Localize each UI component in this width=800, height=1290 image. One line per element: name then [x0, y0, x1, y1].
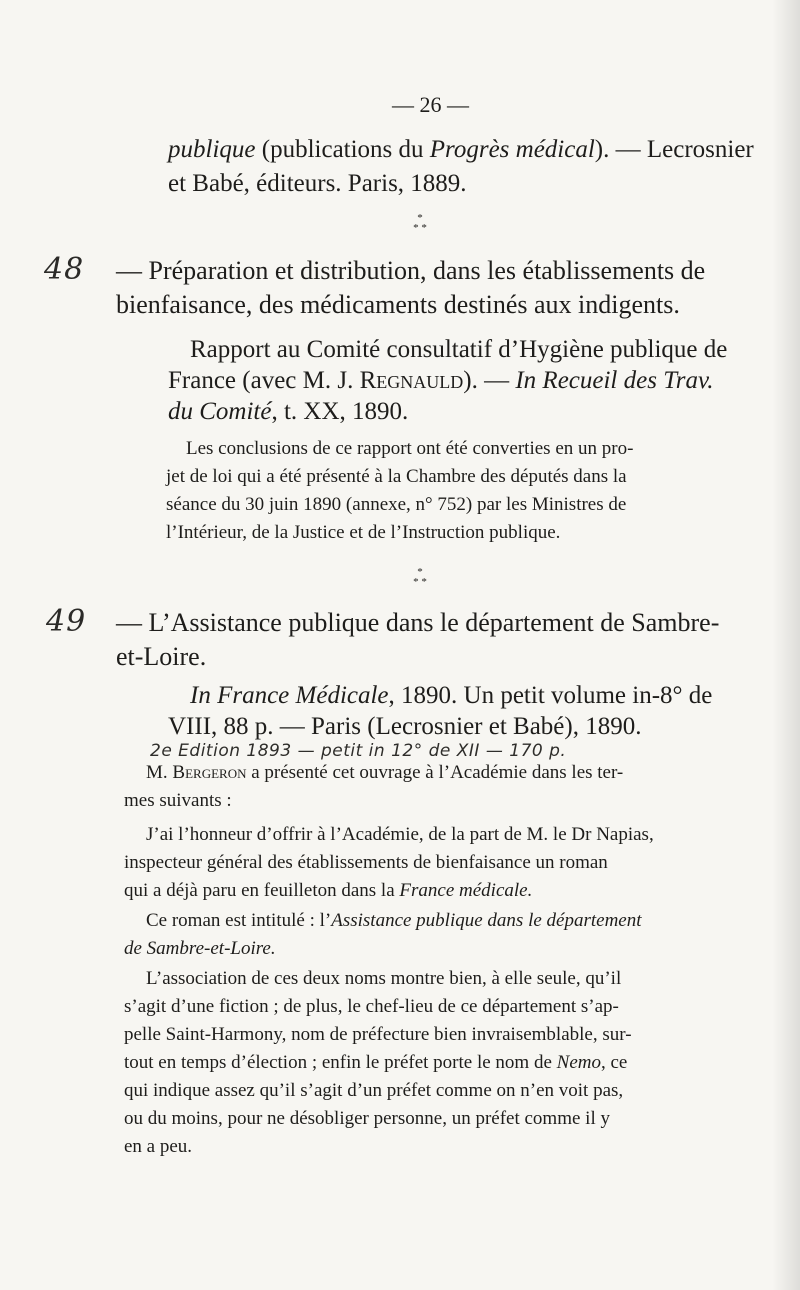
- quote-3-line-1: L’association de ces deux noms montre bien, à elle seule, qu’il: [146, 968, 622, 989]
- entry-48-title-line-2: bienfaisance, des médicaments destinés aux indigents.: [116, 290, 680, 319]
- entry-49-presentation-line-2: mes suivants :: [124, 790, 232, 811]
- ref-text: , 1890. Un petit volume in-8° de: [388, 682, 713, 709]
- separator-asterism-1: [405, 213, 435, 233]
- quote-text: , ce: [600, 1052, 628, 1073]
- author-bergeron: Bergeron: [172, 762, 247, 783]
- separator-asterism-2: [405, 567, 435, 587]
- quote-3-line-6: ou du moins, pour ne désobliger personne, un préfet comme il y: [124, 1108, 610, 1129]
- quote-text: Ce roman est intitulé : l’: [146, 910, 332, 931]
- quote-italic-nemo: Nemo: [556, 1052, 601, 1073]
- ref-italic: In Recueil des Trav.: [515, 367, 714, 394]
- handwritten-number-48: 48: [44, 252, 85, 287]
- intro-line-1: [168, 136, 754, 164]
- handwritten-number-49: 49: [46, 604, 87, 639]
- intro-line-2: et Babé, éditeurs. Paris, 1889.: [168, 170, 467, 197]
- entry-49-title-line-2: et-Loire.: [116, 642, 207, 671]
- intro-text: (publications du: [255, 136, 430, 163]
- pres-text: a présenté cet ouvrage à l’Académie dans les ter-: [246, 762, 624, 783]
- asterism-bottom: * *: [413, 222, 427, 234]
- entry-48-ref-line-2: [168, 367, 713, 395]
- quote-3-line-2: s’agit d’une fiction ; de plus, le chef-lieu de ce département s’ap-: [124, 996, 619, 1017]
- entry-49-presentation-line-1: [146, 762, 623, 784]
- entry-49-ref-line-2: VIII, 88 p. — Paris (Lecrosnier et Babé), 1890.: [168, 713, 642, 740]
- entry-48-note-line-3: séance du 30 juin 1890 (annexe, n° 752) par les Ministres de: [166, 494, 627, 515]
- quote-1-line-1: J’ai l’honneur d’offrir à l’Académie, de la part de M. le Dr Napias,: [146, 824, 654, 845]
- entry-48-note-line-2: jet de loi qui a été présenté à la Chambre des députés dans la: [166, 466, 627, 487]
- entry-49-title-line-1: — L’Assistance publique dans le département de Sambre-: [116, 608, 720, 637]
- quote-italic: Assistance publique dans le département: [331, 910, 642, 931]
- entry-48-note-line-1: Les conclusions de ce rapport ont été converties en un pro-: [186, 438, 634, 459]
- quote-italic: France médicale.: [399, 880, 533, 901]
- ref-italic: du Comité: [168, 398, 272, 425]
- asterism-top: *: [417, 212, 423, 224]
- quote-3-line-3: pelle Saint-Harmony, nom de préfecture bien invraisemblable, sur-: [124, 1024, 632, 1045]
- ref-text: , t. XX, 1890.: [271, 398, 409, 425]
- quote-text: tout en temps d’élection ; enfin le préfet porte le nom de: [124, 1052, 557, 1073]
- entry-48-title-line-1: — Préparation et distribution, dans les établissements de: [116, 256, 706, 285]
- quote-3-line-4: [124, 1052, 627, 1074]
- quote-3-line-5: qui indique assez qu’il s’agit d’un préfet comme on n’en voit pas,: [124, 1080, 624, 1101]
- quote-2-line-1: [146, 910, 642, 932]
- entry-48-ref-line-1: Rapport au Comité consultatif d’Hygiène publique de: [190, 336, 728, 363]
- ref-text: France (avec M. J.: [168, 367, 360, 394]
- ref-text: ). —: [463, 367, 516, 394]
- quote-3-line-7: en a peu.: [124, 1136, 193, 1157]
- asterism-bottom: * *: [413, 576, 427, 588]
- pres-text: M.: [146, 762, 173, 783]
- page-edge-shadow: [772, 0, 800, 1290]
- quote-1-line-3: [124, 880, 532, 902]
- entry-48-ref-line-3: [168, 398, 408, 426]
- quote-1-line-2: inspecteur général des établissements de bienfaisance un roman: [124, 852, 608, 873]
- quote-2-line-2: de Sambre-et-Loire.: [124, 938, 276, 959]
- intro-italic-publique: publique: [168, 136, 256, 163]
- asterism-top: *: [417, 566, 423, 578]
- page-number: — 26 —: [392, 92, 469, 117]
- handwritten-edition-note: 2e Edition 1893 — petit in 12° de XII — 170 p.: [150, 741, 567, 761]
- intro-italic-progres: Progrès médical: [429, 136, 595, 163]
- ref-italic: In France Médicale: [190, 682, 389, 709]
- entry-49-ref-line-1: [190, 682, 712, 710]
- intro-text-end: ). — Lecrosnier: [594, 136, 754, 163]
- entry-48-note-line-4: l’Intérieur, de la Justice et de l’Instruction publique.: [166, 522, 561, 543]
- author-regnauld: Regnauld: [359, 367, 464, 394]
- quote-text: qui a déjà paru en feuilleton dans la: [124, 880, 400, 901]
